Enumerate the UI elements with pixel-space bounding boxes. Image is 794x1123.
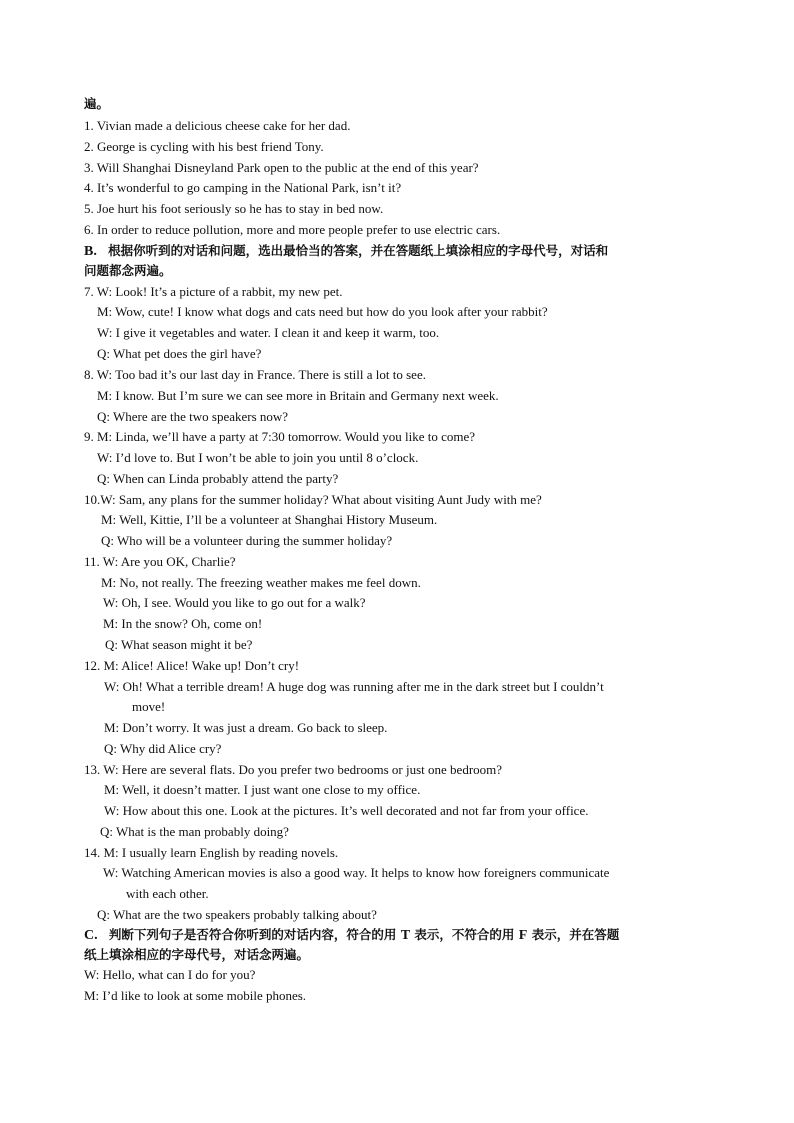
dialogue-question: Q: What is the man probably doing? <box>100 824 289 839</box>
dialogue-line: 9. M: Linda, we’ll have a party at 7:30 tomorrow. Would you like to come? <box>84 429 476 444</box>
dialogue-line-continuation: with each other. <box>126 886 209 901</box>
dialogue-question: Q: What pet does the girl have? <box>97 346 262 361</box>
part-b-label: B. <box>84 244 97 259</box>
intro-tail: 遍。 <box>84 96 110 111</box>
dialogue-line: M: Wow, cute! I know what dogs and cats need but how do you look after your rabbit? <box>97 304 548 319</box>
part-c-instruction-text: 表示，不符合的用 <box>410 927 519 942</box>
dialogue-line: M: Well, it doesn’t matter. I just want one close to my office. <box>104 782 421 797</box>
part-c-instruction-text: 判断下列句子是否符合你听到的对话内容，符合的用 <box>108 927 401 942</box>
dialogue-question: Q: Who will be a volunteer during the summer holiday? <box>101 533 393 548</box>
dialogue-line: M: No, not really. The freezing weather makes me feel down. <box>101 575 421 590</box>
part-c-t-mark: T <box>400 928 411 943</box>
dialogue-line: 14. M: I usually learn English by reading novels. <box>84 845 339 860</box>
dialogue-line: M: In the snow? Oh, come on! <box>103 616 263 631</box>
dialogue-line: M: I know. But I’m sure we can see more in Britain and Germany next week. <box>97 388 499 403</box>
dialogue-question: Q: What season might it be? <box>105 637 253 652</box>
dialogue-line: 12. M: Alice! Alice! Wake up! Don’t cry! <box>84 658 300 673</box>
part-c-f-mark: F <box>518 928 528 943</box>
dialogue-line: M: Well, Kittie, I’ll be a volunteer at Shanghai History Museum. <box>101 512 438 527</box>
dialogue-line: 7. W: Look! It’s a picture of a rabbit, my new pet. <box>84 284 343 299</box>
part-a-item-2: 2. George is cycling with his best friend Tony. <box>84 139 324 154</box>
dialogue-line: 8. W: Too bad it’s our last day in France. There is still a lot to see. <box>84 367 426 382</box>
part-a-item-6: 6. In order to reduce pollution, more and more people prefer to use electric cars. <box>84 222 501 237</box>
part-c-instruction-text: 表示，并在答题 <box>527 927 620 942</box>
part-a-item-4: 4. It’s wonderful to go camping in the National Park, isn’t it? <box>84 180 402 195</box>
dialogue-question: Q: What are the two speakers probably talking about? <box>97 907 377 922</box>
dialogue-question: Q: When can Linda probably attend the party? <box>97 471 339 486</box>
part-b-instruction-line-1 <box>84 241 608 261</box>
dialogue-line: W: Oh, I see. Would you like to go out for a walk? <box>103 595 366 610</box>
dialogue-line: W: Oh! What a terrible dream! A huge dog was running after me in the dark street but I couldn’t <box>104 679 604 694</box>
part-a-item-3: 3. Will Shanghai Disneyland Park open to the public at the end of this year? <box>84 160 479 175</box>
dialogue-line: W: How about this one. Look at the pictures. It’s well decorated and not far from your office. <box>104 803 589 818</box>
dialogue-line: 10.W: Sam, any plans for the summer holiday? What about visiting Aunt Judy with me? <box>84 492 542 507</box>
dialogue-line: 13. W: Here are several flats. Do you prefer two bedrooms or just one bedroom? <box>84 762 503 777</box>
part-c-instruction-line-1 <box>84 925 619 945</box>
dialogue-line: M: Don’t worry. It was just a dream. Go back to sleep. <box>104 720 388 735</box>
dialogue-line: 11. W: Are you OK, Charlie? <box>84 554 236 569</box>
dialogue-question: Q: Where are the two speakers now? <box>97 409 289 424</box>
part-c-label: C. <box>84 928 98 943</box>
part-a-item-5: 5. Joe hurt his foot seriously so he has to stay in bed now. <box>84 201 384 216</box>
part-b-instruction-text: 根据你听到的对话和问题，选出最恰当的答案，并在答题纸上填涂相应的字母代号，对话和 <box>108 243 609 258</box>
dialogue-line: W: Watching American movies is also a good way. It helps to know how foreigners communicate <box>103 865 610 880</box>
dialogue-line: W: I’d love to. But I won’t be able to join you until 8 o’clock. <box>97 450 419 465</box>
dialogue-line-continuation: move! <box>132 699 166 714</box>
part-c-instruction-line-2: 纸上填涂相应的字母代号，对话念两遍。 <box>84 947 310 962</box>
dialogue-line: W: Hello, what can I do for you? <box>84 967 256 982</box>
dialogue-line: M: I’d like to look at some mobile phones. <box>84 988 307 1003</box>
dialogue-question: Q: Why did Alice cry? <box>104 741 222 756</box>
part-a-item-1: 1. Vivian made a delicious cheese cake for her dad. <box>84 118 351 133</box>
part-b-instruction-line-2: 问题都念两遍。 <box>84 263 172 278</box>
dialogue-line: W: I give it vegetables and water. I clean it and keep it warm, too. <box>97 325 440 340</box>
